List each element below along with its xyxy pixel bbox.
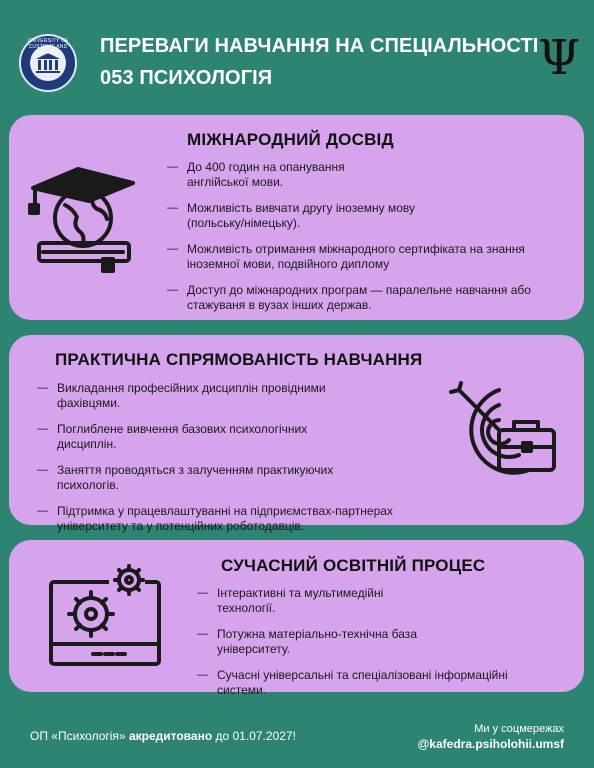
section-modern-education [9,540,584,697]
university-logo [19,34,77,92]
monitor-gears-icon [49,562,169,672]
list-item: — Поглиблене вивчення базових психологічних дисциплін. [37,422,327,452]
list-item: — Сучасні універсальні та спеціалізовані інформаційні системи. [197,668,557,698]
title-line-2: 053 ПСИХОЛОГІЯ [100,67,273,89]
accreditation-bold: акредитовано [128,729,213,743]
social-block [418,722,564,752]
list-item: — Викладання професійних дисциплін провідними фахівцями. [37,381,347,411]
accreditation-note [30,729,296,743]
list-item: — Підтримка у працевлаштуванні на підприємствах-партнерах університету та у потенційних роботодавців. [37,504,417,534]
section-heading: МІЖНАРОДНИЙ ДОСВІД [187,130,394,149]
section-practical-orientation [9,335,584,533]
social-label: Ми у соцмережах [474,723,564,735]
globe-book-graduation-cap-icon [23,163,143,273]
list-item: — Доступ до міжнародних програм — паралельне навчання або стажуваня в вузах інших держав. [167,283,567,313]
psi-symbol-icon: Ψ [538,30,581,86]
list-item: — Інтерактивні та мультимедійні технології. [197,586,407,616]
section-international-experience [9,115,584,320]
social-handle-link[interactable]: @kafedra.psiholohii.umsf [417,737,564,751]
list-item: — Заняття проводяться з залученням практикуючих психологів. [37,463,357,493]
accreditation-prefix: ОП «Психологія» [30,729,126,743]
page-title [100,30,538,94]
target-briefcase-icon [439,375,559,485]
list-item: — Можливість вивчати другу іноземну мову (польську/німецьку). [167,201,452,231]
title-line-1: ПЕРЕВАГИ НАВЧАННЯ НА СПЕЦІАЛЬНОСТІ [100,35,539,57]
section-heading: ПРАКТИЧНА СПРЯМОВАНІСТЬ НАВЧАННЯ [55,350,423,369]
accreditation-suffix: до 01.07.2027! [215,729,296,743]
list-item: — Можливість отримання міжнародного сертифіката на знання іноземної мови, подвійного диплому [167,242,567,272]
list-item: — До 400 годин на опанування англійської мови. [167,160,357,190]
section-heading: СУЧАСНИЙ ОСВІТНІЙ ПРОЦЕС [221,556,486,575]
list-item: — Потужна матеріально-технічна база університету. [197,627,457,657]
logo-text: UNIVERSITY OF CUSTOMS AND FINANCE [27,38,69,56]
